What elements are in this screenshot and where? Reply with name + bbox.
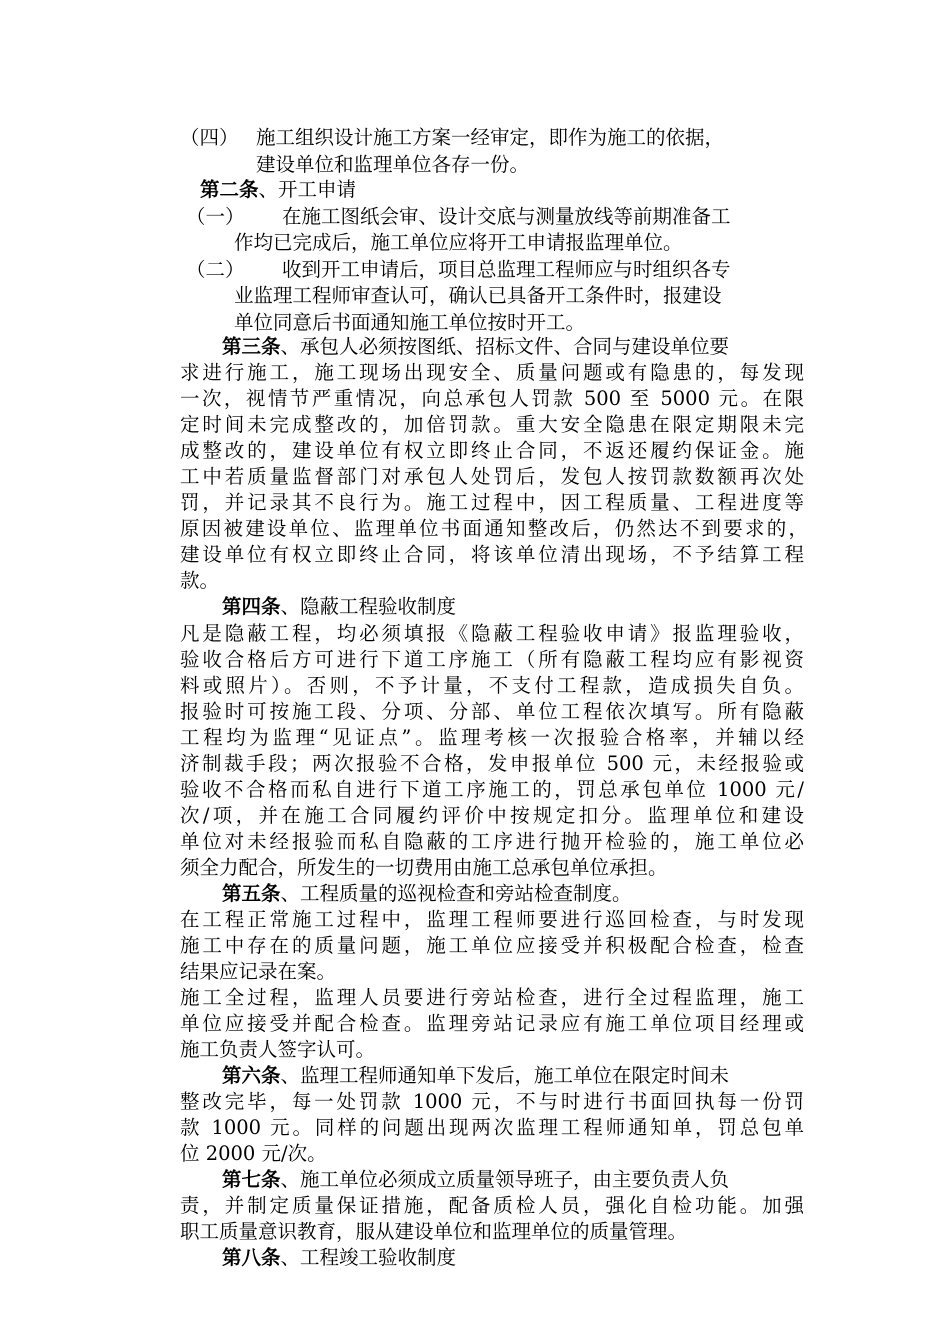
article-heading	[222, 333, 729, 360]
article-number: 第五条	[222, 882, 281, 905]
text-line: 报验时可按施工段、分项、分部、单位工程依次填写。所有隐蔽	[180, 700, 804, 723]
text-line: 、监理工程师通知单下发后，施工单位在限定时间未	[280, 1064, 730, 1087]
article-title: 、工程质量的巡视检查和旁站检查制度。	[280, 882, 632, 905]
text-line: 料或照片）。否则，不予计量，不支付工程款，造成损失自负。	[180, 674, 804, 697]
article-heading	[222, 880, 632, 907]
text-line: 凡是隐蔽工程，均必须填报《隐蔽工程验收申请》报监理验收，	[180, 622, 804, 645]
text-line: 须全力配合，所发生的一切费用由施工总承包单位承担。	[180, 856, 668, 879]
article-heading	[222, 593, 456, 620]
text-line: 单位同意后书面通知施工单位按时开工。	[234, 311, 586, 334]
text-line: 一次，视情节严重情况，向总承包人罚款 500 至 5000 元。在限	[180, 387, 804, 410]
text-line: 施工负责人签字认可。	[180, 1038, 376, 1061]
text-line: 济制裁手段；两次报验不合格，发申报单位 500 元，未经报验或	[180, 752, 804, 775]
article-number: 第二条	[200, 178, 259, 201]
text-line: 作均已完成后，施工单位应将开工申请报监理单位。	[234, 231, 683, 254]
article-heading	[200, 176, 356, 203]
text-line: 业监理工程师审查认可，确认已具备开工条件时，报建设	[234, 284, 722, 307]
text-line: 施工中存在的质量问题，施工单位应接受并积极配合检查，检查	[180, 934, 804, 957]
text-line: 在工程正常施工过程中，监理工程师要进行巡回检查，与时发现	[180, 908, 804, 931]
text-line: 定时间未完成整改的，加倍罚款。重大安全隐患在限定期限未完	[180, 413, 804, 436]
item-marker: （四）	[180, 126, 239, 149]
article-title: 、开工申请	[258, 178, 357, 201]
article-heading	[222, 1062, 729, 1089]
text-line: 、施工单位必须成立质量领导班子，由主要负责人负	[280, 1168, 730, 1191]
text-line: 次/项，并在施工合同履约评价中按规定扣分。监理单位和建设	[180, 804, 804, 827]
article-heading	[222, 1244, 456, 1271]
text-line: 款 1000 元。同样的问题出现两次监理工程师通知单，罚总包单	[180, 1116, 804, 1139]
text-line: 求进行施工，施工现场出现安全、质量问题或有隐患的，每发现	[180, 361, 804, 384]
text-line: 原因被建设单位、监理单位书面通知整改后，仍然达不到要求的，	[180, 517, 808, 540]
article-number: 第六条	[222, 1064, 281, 1087]
text-line: 罚，并记录其不良行为。施工过程中，因工程质量、工程进度等	[180, 491, 804, 514]
text-line: 验收合格后方可进行下道工序施工（所有隐蔽工程均应有影视资	[180, 648, 804, 671]
item-marker: （二）	[186, 258, 245, 281]
text-line: 成整改的，建设单位有权立即终止合同，不返还履约保证金。施	[180, 439, 804, 462]
article-title: 、隐蔽工程验收制度	[280, 595, 457, 618]
text-line: 结果应记录在案。	[180, 960, 337, 983]
text-line: 位 2000 元/次。	[180, 1142, 327, 1165]
text-line: 验收不合格而私自进行下道工序施工的，罚总承包单位 1000 元/	[180, 778, 804, 801]
text-line: 整改完毕，每一处罚款 1000 元，不与时进行书面回执每一份罚	[180, 1090, 804, 1113]
text-line: 责，并制定质量保证措施，配备质检人员，强化自检功能。加强	[180, 1194, 804, 1217]
article-title: 、工程竣工验收制度	[280, 1246, 457, 1269]
text-line: 单位对未经报验而私自隐蔽的工序进行抛开检验的，施工单位必	[180, 830, 804, 853]
text-line: 工中若质量监督部门对承包人处罚后，发包人按罚款数额再次处	[180, 465, 804, 488]
text-line: 建设单位有权立即终止合同，将该单位清出现场，不予结算工程	[180, 543, 804, 566]
text-line: 在施工图纸会审、设计交底与测量放线等前期准备工	[282, 205, 731, 228]
article-number: 第四条	[222, 595, 281, 618]
article-number: 第七条	[222, 1168, 281, 1191]
text-line: 单位应接受并配合检查。监理旁站记录应有施工单位项目经理或	[180, 1012, 804, 1035]
text-line: 施工全过程，监理人员要进行旁站检查，进行全过程监理，施工	[180, 986, 804, 1009]
text-line: 工程均为监理“见证点”。监理考核一次报验合格率，并辅以经	[180, 726, 804, 749]
article-number: 第八条	[222, 1246, 281, 1269]
text-line: 职工质量意识教育，服从建设单位和监理单位的质量管理。	[180, 1220, 688, 1243]
text-line: 建设单位和监理单位各存一份。	[256, 153, 530, 176]
text-line: 款。	[180, 569, 220, 592]
text-line: 收到开工申请后，项目总监理工程师应与时组织各专	[282, 258, 731, 281]
article-number: 第三条	[222, 335, 281, 358]
item-marker: （一）	[186, 205, 245, 228]
text-line: 、承包人必须按图纸、招标文件、合同与建设单位要	[280, 335, 730, 358]
article-heading	[222, 1166, 729, 1193]
text-line: 施工组织设计施工方案一经审定，即作为施工的依据，	[256, 126, 725, 149]
